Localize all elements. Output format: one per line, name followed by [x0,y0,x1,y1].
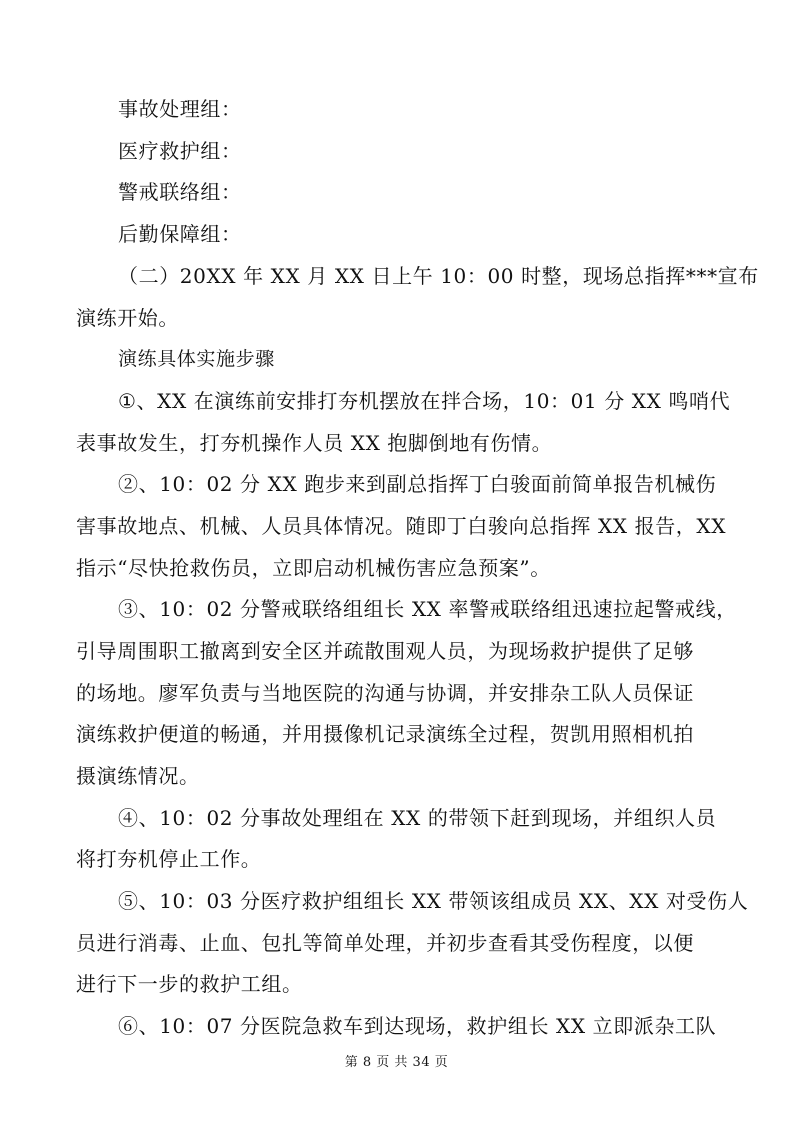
page-number: 第 8 页 共 34 页 [344,1055,449,1070]
text-line: 进行下一步的救护工组。 [76,972,303,996]
text-line: 演练救护便道的畅通，并用摄像机记录演练全过程，贺凯用照相机拍 [76,722,694,746]
text-line: 后勤保障组： [118,222,242,246]
text-line: 摄演练情况。 [76,764,200,788]
text-line: 引导周围职工撤离到安全区并疏散围观人员，为现场救护提供了足够 [76,639,694,663]
text-line: ⑥、10：07 分医院急救车到达现场，救护组长 XX 立即派杂工队 [118,1014,717,1038]
text-line: ⑤、10：03 分医疗救护组组长 XX 带领该组成员 XX、XX 对受伤人 [118,889,749,913]
text-line: 的场地。廖军负责与当地医院的沟通与协调，并安排杂工队人员保证 [76,681,694,705]
text-line: 演练开始。 [76,306,179,330]
text-line: ①、XX 在演练前安排打夯机摆放在拌合场，10：01 分 XX 鸣哨代 [118,389,731,413]
text-line: 医疗救护组： [118,139,242,163]
text-line: 事故处理组： [118,97,242,121]
section-heading: 演练具体实施步骤 [118,348,275,370]
text-line: （二）20XX 年 XX 月 XX 日上午 10：00 时整，现场总指挥***宣布 [118,264,759,288]
text-line: 指示“尽快抢救伤员，立即启动机械伤害应急预案”。 [76,556,551,580]
text-line: 员进行消毒、止血、包扎等简单处理，并初步查看其受伤程度，以便 [76,931,694,955]
text-line: 害事故地点、机械、人员具体情况。随即丁白骏向总指挥 XX 报告，XX [76,514,727,538]
text-line: ④、10：02 分事故处理组在 XX 的带领下赶到现场，并组织人员 [118,806,717,830]
text-line: 表事故发生，打夯机操作人员 XX 抱脚倒地有伤情。 [76,431,553,455]
text-line: ②、10：02 分 XX 跑步来到副总指挥丁白骏面前简单报告机械伤 [118,472,717,496]
text-line: ③、10：02 分警戒联络组组长 XX 率警戒联络组迅速拉起警戒线， [118,597,737,621]
text-line: 警戒联络组： [118,180,242,204]
text-line: 将打夯机停止工作。 [76,847,262,871]
